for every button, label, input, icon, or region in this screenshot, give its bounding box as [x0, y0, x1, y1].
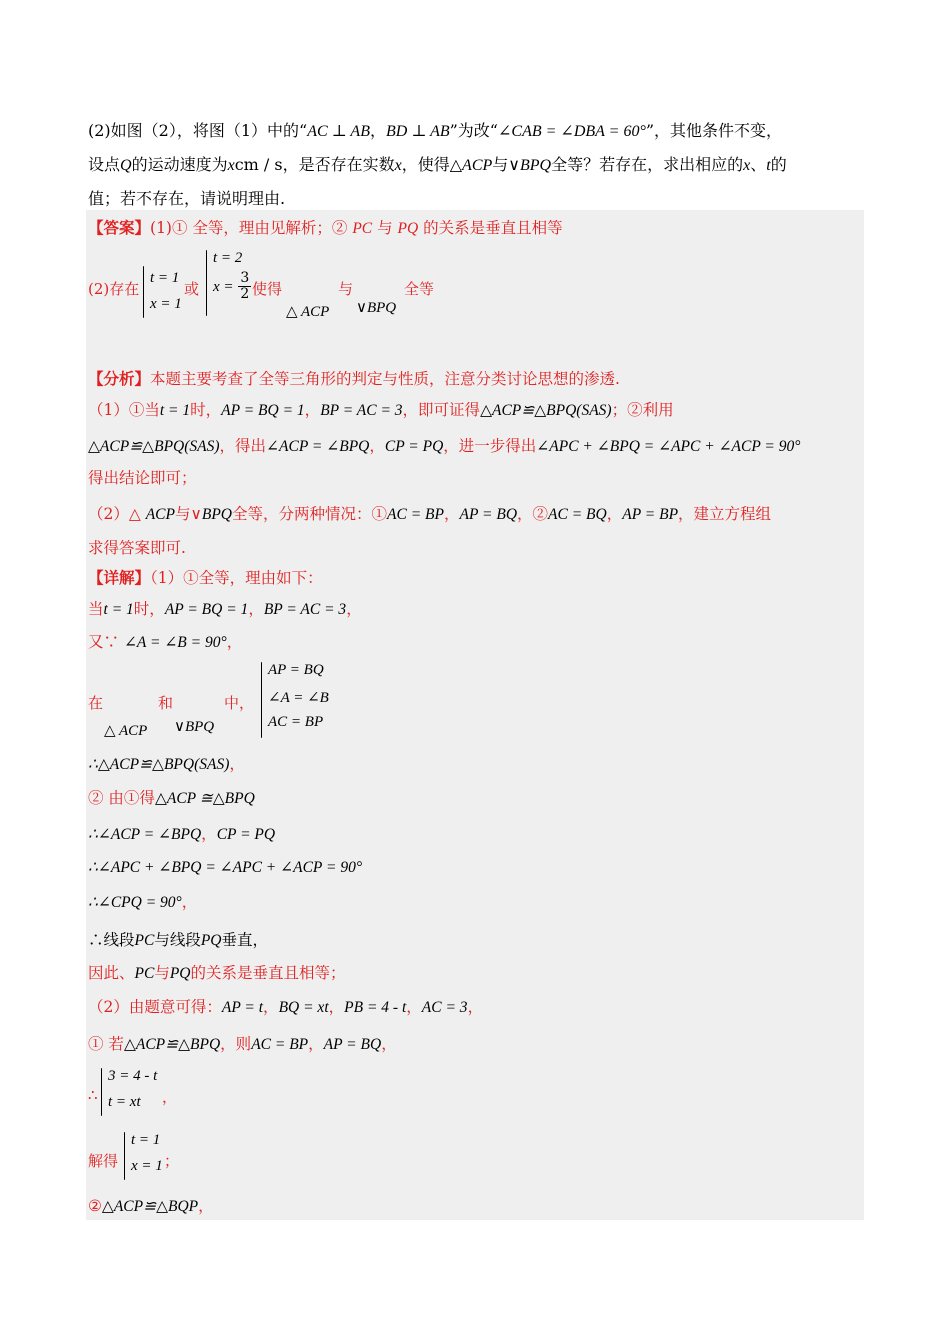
text: ，使得△	[401, 155, 463, 174]
text: 、	[750, 155, 767, 174]
math: PQ	[169, 965, 191, 982]
text: ，	[406, 998, 422, 1016]
math-bpq: BPQ	[519, 157, 552, 174]
text: ，建立方程组	[678, 505, 772, 523]
math: AC = BP	[251, 1036, 309, 1053]
math: △ACP ≅△BPQ	[154, 790, 255, 807]
math: ∴∠ACP = ∠BPQ	[88, 826, 202, 843]
answer-exists: (2)存在	[88, 280, 140, 298]
text: ，	[308, 1035, 324, 1053]
math: ∠APC + ∠BPQ = ∠APC + ∠ACP = 90°	[536, 438, 801, 455]
text: 当	[88, 600, 104, 618]
math: PC	[134, 965, 155, 982]
solution-he: 和	[158, 694, 174, 712]
analysis-line-1	[88, 398, 674, 420]
text: ；②利用	[611, 401, 674, 419]
solution-line-12	[88, 995, 483, 1017]
text: ”为改“	[449, 121, 498, 140]
comma: ，	[162, 1088, 178, 1106]
math: PQ	[200, 932, 222, 949]
math: △ACP≌△BPQ(SAS)	[88, 438, 220, 455]
math-t: t	[766, 157, 771, 174]
text: 的	[770, 155, 787, 174]
brace	[261, 662, 262, 738]
text: ，	[229, 755, 245, 773]
text: ，得出	[219, 437, 267, 455]
math: t = 1	[159, 402, 191, 419]
text: 垂直，	[221, 931, 269, 949]
text: (2)如图（2），将图（1）中的“	[88, 121, 308, 140]
analysis-line-5: 求得答案即可.	[88, 539, 186, 557]
text: ，	[606, 505, 623, 523]
solution-line-11	[88, 961, 346, 983]
text: 全等，分两种情况：①	[232, 505, 388, 523]
text: ，	[443, 505, 460, 523]
math: AC = BP	[387, 506, 444, 523]
math-bd-perp-ab: BD ⊥ AB	[385, 123, 450, 140]
solution-line-1	[88, 566, 323, 588]
text: （1）①全等，理由如下：	[150, 569, 323, 587]
answer-congruent: 全等	[404, 280, 435, 298]
sys-t-1: t = 1	[131, 1132, 161, 1148]
brace	[206, 250, 207, 316]
math-tri-bpq: ∨BPQ	[356, 300, 397, 316]
math-tri-acp: △ ACP	[286, 304, 330, 320]
solution-line-8	[88, 858, 362, 877]
analysis-label: 【分析】	[88, 369, 151, 388]
math: ∴△ACP≌△BPQ(SAS)	[88, 756, 230, 773]
answer-label: 【答案】	[88, 218, 151, 237]
text: ，	[467, 998, 484, 1016]
text: ”，其他条件不变，	[645, 121, 783, 140]
math: CP = PQ	[216, 826, 276, 843]
answer-or: 或	[184, 280, 200, 298]
math: AP = BP	[622, 506, 679, 523]
brace	[143, 266, 144, 318]
math: ∠ACP = ∠BPQ	[266, 438, 370, 455]
analysis-line-4	[88, 502, 771, 524]
question-line-2	[88, 152, 787, 175]
math-x-eq: x =	[213, 278, 234, 295]
text: ，进一步得出	[443, 437, 537, 455]
analysis-line-2	[88, 434, 800, 456]
solution-line-7	[88, 822, 275, 844]
math: AP = BQ	[323, 1036, 382, 1053]
text: 本题主要考查了全等三角形的判定与性质，注意分类讨论思想的渗透.	[150, 370, 620, 388]
text: 的运动速度为	[131, 155, 228, 174]
math: △ACP≌△BPQ(SAS)	[480, 402, 612, 419]
text: 因此、	[88, 964, 135, 982]
analysis-line-3: 得出结论即可；	[88, 469, 197, 487]
fraction	[238, 271, 251, 303]
text: ，	[346, 600, 362, 618]
solution-label: 【详解】	[88, 568, 151, 587]
text: ，	[328, 998, 345, 1016]
text: ②	[88, 1197, 102, 1215]
math-pq: PQ	[397, 220, 419, 237]
solve: 解得	[88, 1152, 119, 1170]
math: BQ = xt	[278, 999, 329, 1016]
sys-t-eq: t = xt	[108, 1094, 141, 1110]
text: 与线段	[154, 931, 201, 949]
math: AP = BQ = 1	[221, 402, 305, 419]
question-line-3	[88, 186, 285, 209]
text: ，	[181, 893, 198, 911]
brace	[101, 1068, 102, 1116]
text: (1)① 全等，理由见解析；②	[150, 219, 353, 237]
analysis-intro	[88, 367, 620, 389]
text: ，	[263, 998, 279, 1016]
math: PC	[134, 932, 155, 949]
text: 的关系是垂直且相等；	[190, 964, 346, 982]
math: CP = PQ	[384, 438, 444, 455]
answer-panel	[86, 210, 864, 1220]
math: ∠A = ∠B = 90°	[123, 634, 227, 651]
text: 时，	[190, 401, 222, 419]
math: t = 1	[103, 601, 134, 618]
solution-line-10	[88, 928, 268, 950]
text: （2）△	[88, 505, 146, 523]
math: ∴∠CPQ = 90°	[88, 894, 182, 911]
solution-zhong: 中，	[224, 694, 255, 712]
text: 设点	[88, 155, 121, 174]
answer-such-that: 使得	[252, 280, 283, 298]
solution-line-6	[88, 786, 255, 808]
math: AC = BQ	[548, 506, 607, 523]
math: AC = 3	[421, 999, 468, 1016]
math-x: x	[227, 157, 235, 174]
sys-x-1: x = 1	[131, 1158, 163, 1174]
math-x: x	[394, 157, 402, 174]
text: ，	[369, 437, 385, 455]
text: ，	[198, 1197, 214, 1215]
text: cm / s，是否存在实数	[234, 155, 395, 174]
text: ② 由①得	[88, 789, 155, 807]
text: 时，	[133, 600, 165, 618]
math-q: Q	[120, 157, 132, 174]
fraction-den: 2	[240, 286, 250, 303]
text: ，	[248, 600, 264, 618]
text: ∴线段	[88, 931, 135, 949]
solution-line-9	[88, 890, 197, 912]
answer-sys2-x	[213, 271, 251, 303]
question-line-1	[88, 118, 782, 141]
text: ，则	[220, 1035, 252, 1053]
math: BP = AC = 3	[320, 402, 403, 419]
text: 与	[154, 964, 170, 982]
text: ，即可证得	[402, 401, 481, 419]
text: 的关系是垂直且相等	[418, 219, 563, 237]
fraction-num: 3	[240, 270, 250, 286]
sys-ac-bp: AC = BP	[268, 714, 324, 730]
math: ∴∠APC + ∠BPQ = ∠APC + ∠ACP = 90°	[88, 859, 363, 876]
math-tri-acp: △ ACP	[104, 723, 148, 739]
math: AP = BQ = 1	[164, 601, 249, 618]
text: ，	[369, 121, 386, 140]
answer-sys1-x: x = 1	[150, 296, 182, 312]
text: 与	[372, 219, 398, 237]
text: ，	[226, 633, 243, 651]
text: ，	[304, 401, 321, 419]
text: ① 若	[88, 1035, 124, 1053]
brace	[124, 1132, 125, 1180]
sys-angle-a-b: ∠A = ∠B	[268, 690, 329, 706]
math: BPQ	[201, 506, 232, 523]
answer-line-1	[88, 216, 563, 238]
math-angle-60: ∠CAB = ∠DBA = 60°	[498, 123, 646, 140]
math-pc: PC	[352, 220, 373, 237]
text: 全等？若存在，求出相应的	[551, 155, 744, 174]
math-x: x	[743, 157, 751, 174]
solution-line-2	[88, 597, 362, 619]
text: （2）由题意可得：	[88, 998, 222, 1016]
text: 与∨	[175, 505, 202, 523]
text: 值；若不存在，请说明理由.	[88, 189, 286, 208]
solution-line-5	[88, 752, 245, 774]
math: BP = AC = 3	[263, 601, 347, 618]
text: ，②	[517, 505, 549, 523]
text: ，	[381, 1035, 397, 1053]
answer-sys1-t: t = 1	[150, 270, 180, 286]
math: △ACP≌△BQP	[101, 1198, 199, 1215]
therefore: ∴	[88, 1086, 98, 1104]
math-ac-perp-ab: AC ⊥ AB	[307, 123, 370, 140]
math: AP = t	[221, 999, 264, 1016]
math: ACP	[145, 506, 175, 523]
math: AP = BQ	[459, 506, 518, 523]
answer-sys2-t: t = 2	[213, 250, 243, 266]
text: ，	[201, 825, 217, 843]
solution-line-3	[88, 630, 242, 652]
sys-3-eq: 3 = 4 - t	[108, 1068, 158, 1084]
math-acp: ACP	[462, 157, 493, 174]
text: 又∵	[88, 633, 124, 651]
math: PB = 4 - t	[344, 999, 407, 1016]
math: △ACP≌△BPQ	[123, 1036, 221, 1053]
math-tri-bpq: ∨BPQ	[174, 719, 215, 735]
sys-ap-bq: AP = BQ	[268, 662, 324, 678]
solution-zai: 在	[88, 694, 104, 712]
semicolon: ；	[164, 1152, 180, 1170]
solution-line-16	[88, 1194, 214, 1216]
text: 与∨	[492, 155, 520, 174]
answer-and: 与	[338, 280, 354, 298]
text: （1）①当	[88, 401, 160, 419]
solution-line-13	[88, 1032, 397, 1054]
